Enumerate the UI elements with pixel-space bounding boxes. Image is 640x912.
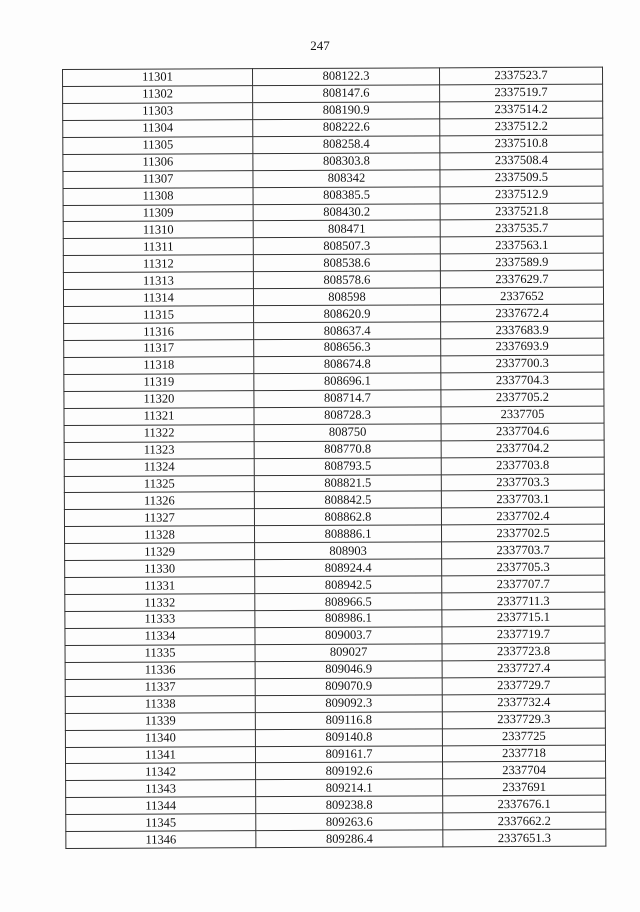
point-number-cell: 11332 — [65, 594, 255, 612]
point-number-cell: 11308 — [63, 187, 253, 205]
x-coordinate-cell: 808578.6 — [253, 271, 440, 289]
y-coordinate-cell: 2337704 — [443, 762, 606, 780]
point-number-cell: 11342 — [66, 763, 256, 781]
point-number-cell: 11338 — [65, 695, 255, 713]
point-number-cell: 11334 — [65, 628, 255, 646]
point-number-cell: 11322 — [64, 424, 254, 442]
point-number-cell: 11323 — [64, 441, 254, 459]
point-number-cell: 11327 — [64, 509, 254, 527]
y-coordinate-cell: 2337719.7 — [442, 626, 605, 644]
point-number-cell: 11339 — [65, 712, 255, 730]
x-coordinate-cell: 809140.8 — [255, 728, 442, 746]
point-number-cell: 11344 — [66, 797, 256, 815]
point-number-cell: 11317 — [64, 340, 254, 358]
x-coordinate-cell: 808793.5 — [254, 457, 441, 475]
x-coordinate-cell: 808862.8 — [254, 508, 441, 526]
point-number-cell: 11301 — [63, 69, 253, 87]
y-coordinate-cell: 2337715.1 — [442, 609, 605, 627]
y-coordinate-cell: 2337652 — [440, 287, 603, 305]
y-coordinate-cell: 2337704.6 — [441, 423, 604, 441]
x-coordinate-cell: 808147.6 — [253, 85, 440, 103]
y-coordinate-cell: 2337702.4 — [441, 508, 604, 526]
x-coordinate-cell: 808222.6 — [253, 119, 440, 137]
y-coordinate-cell: 2337512.2 — [440, 118, 603, 136]
y-coordinate-cell: 2337691 — [443, 779, 606, 797]
x-coordinate-cell: 808598 — [253, 288, 440, 306]
page-number: 247 — [310, 38, 330, 53]
y-coordinate-cell: 2337704.3 — [441, 372, 604, 390]
x-coordinate-cell: 808903 — [255, 542, 442, 560]
y-coordinate-cell: 2337705.3 — [442, 558, 605, 576]
y-coordinate-cell: 2337725 — [442, 728, 605, 746]
point-number-cell: 11303 — [63, 103, 253, 121]
y-coordinate-cell: 2337702.5 — [441, 524, 604, 542]
point-number-cell: 11305 — [63, 136, 253, 154]
y-coordinate-cell: 2337711.3 — [442, 592, 605, 610]
x-coordinate-cell: 808430.2 — [253, 203, 440, 221]
point-number-cell: 11320 — [64, 390, 254, 408]
x-coordinate-cell: 809214.1 — [256, 779, 443, 797]
y-coordinate-cell: 2337589.9 — [440, 253, 603, 271]
point-number-cell: 11337 — [65, 678, 255, 696]
y-coordinate-cell: 2337718 — [442, 745, 605, 763]
x-coordinate-cell: 808696.1 — [254, 373, 441, 391]
x-coordinate-cell: 809263.6 — [256, 813, 443, 831]
y-coordinate-cell: 2337707.7 — [442, 575, 605, 593]
point-number-cell: 11346 — [66, 831, 256, 849]
x-coordinate-cell: 809092.3 — [255, 695, 442, 713]
point-number-cell: 11335 — [65, 645, 255, 663]
x-coordinate-cell: 808924.4 — [255, 559, 442, 577]
x-coordinate-cell: 808637.4 — [254, 322, 441, 340]
x-coordinate-cell: 808750 — [254, 424, 441, 442]
point-number-cell: 11307 — [63, 170, 253, 188]
y-coordinate-cell: 2337521.8 — [440, 203, 603, 221]
y-coordinate-cell: 2337509.5 — [440, 169, 603, 187]
point-number-cell: 11316 — [64, 323, 254, 341]
x-coordinate-cell: 809116.8 — [255, 711, 442, 729]
table-row — [66, 829, 606, 848]
point-number-cell: 11343 — [66, 780, 256, 798]
y-coordinate-cell: 2337510.8 — [440, 135, 603, 153]
y-coordinate-cell: 2337703.1 — [441, 491, 604, 509]
x-coordinate-cell: 808258.4 — [253, 136, 440, 154]
x-coordinate-cell: 808986.1 — [255, 610, 442, 628]
x-coordinate-cell: 809003.7 — [255, 627, 442, 645]
point-number-cell: 11318 — [64, 357, 254, 375]
point-number-cell: 11311 — [63, 238, 253, 256]
x-coordinate-cell: 808620.9 — [254, 305, 441, 323]
point-number-cell: 11325 — [64, 475, 254, 493]
point-number-cell: 11340 — [65, 729, 255, 747]
point-number-cell: 11329 — [65, 543, 255, 561]
point-number-cell: 11312 — [63, 255, 253, 273]
y-coordinate-cell: 2337683.9 — [441, 321, 604, 339]
x-coordinate-cell: 808385.5 — [253, 186, 440, 204]
y-coordinate-cell: 2337535.7 — [440, 220, 603, 238]
y-coordinate-cell: 2337662.2 — [443, 812, 606, 830]
y-coordinate-cell: 2337732.4 — [442, 694, 605, 712]
x-coordinate-cell: 808303.8 — [253, 153, 440, 171]
coordinates-table — [62, 67, 606, 849]
point-number-cell: 11310 — [63, 221, 253, 239]
point-number-cell: 11324 — [64, 458, 254, 476]
x-coordinate-cell: 809238.8 — [256, 796, 443, 814]
y-coordinate-cell: 2337512.9 — [440, 186, 603, 204]
x-coordinate-cell: 808942.5 — [255, 576, 442, 594]
x-coordinate-cell: 808656.3 — [254, 339, 441, 357]
x-coordinate-cell: 808714.7 — [254, 390, 441, 408]
point-number-cell: 11315 — [64, 306, 254, 324]
point-number-cell: 11306 — [63, 153, 253, 171]
y-coordinate-cell: 2337703.7 — [442, 541, 605, 559]
point-number-cell: 11304 — [63, 119, 253, 137]
point-number-cell: 11314 — [63, 289, 253, 307]
x-coordinate-cell: 808966.5 — [255, 593, 442, 611]
y-coordinate-cell: 2337672.4 — [441, 304, 604, 322]
y-coordinate-cell: 2337508.4 — [440, 152, 603, 170]
y-coordinate-cell: 2337703.8 — [441, 457, 604, 475]
y-coordinate-cell: 2337705 — [441, 406, 604, 424]
y-coordinate-cell: 2337693.9 — [441, 338, 604, 356]
y-coordinate-cell: 2337723.8 — [442, 643, 605, 661]
x-coordinate-cell: 808842.5 — [254, 491, 441, 509]
y-coordinate-cell: 2337703.3 — [441, 474, 604, 492]
y-coordinate-cell: 2337523.7 — [439, 67, 602, 85]
x-coordinate-cell: 809046.9 — [255, 661, 442, 679]
point-number-cell: 11330 — [65, 560, 255, 578]
point-number-cell: 11309 — [63, 204, 253, 222]
x-coordinate-cell: 808471 — [253, 220, 440, 238]
point-number-cell: 11336 — [65, 661, 255, 679]
x-coordinate-cell: 808770.8 — [254, 440, 441, 458]
x-coordinate-cell: 808886.1 — [254, 525, 441, 543]
point-number-cell: 11326 — [64, 492, 254, 510]
y-coordinate-cell: 2337729.7 — [442, 677, 605, 695]
point-number-cell: 11321 — [64, 407, 254, 425]
x-coordinate-cell: 809192.6 — [256, 762, 443, 780]
x-coordinate-cell: 808821.5 — [254, 474, 441, 492]
x-coordinate-cell: 808342 — [253, 169, 440, 187]
y-coordinate-cell: 2337629.7 — [440, 270, 603, 288]
x-coordinate-cell: 808190.9 — [253, 102, 440, 120]
point-number-cell: 11328 — [64, 526, 254, 544]
x-coordinate-cell: 808674.8 — [254, 356, 441, 374]
y-coordinate-cell: 2337705.2 — [441, 389, 604, 407]
y-coordinate-cell: 2337676.1 — [443, 795, 606, 813]
table-body — [63, 67, 606, 848]
x-coordinate-cell: 808507.3 — [253, 237, 440, 255]
point-number-cell: 11333 — [65, 611, 255, 629]
point-number-cell: 11331 — [65, 577, 255, 595]
x-coordinate-cell: 809070.9 — [255, 678, 442, 696]
y-coordinate-cell: 2337514.2 — [440, 101, 603, 119]
x-coordinate-cell: 809161.7 — [255, 745, 442, 763]
point-number-cell: 11313 — [63, 272, 253, 290]
y-coordinate-cell: 2337563.1 — [440, 237, 603, 255]
x-coordinate-cell: 808538.6 — [253, 254, 440, 272]
y-coordinate-cell: 2337651.3 — [443, 829, 606, 847]
x-coordinate-cell: 809286.4 — [256, 830, 443, 848]
point-number-cell: 11319 — [64, 374, 254, 392]
x-coordinate-cell: 809027 — [255, 644, 442, 662]
point-number-cell: 11345 — [66, 814, 256, 832]
x-coordinate-cell: 808728.3 — [254, 407, 441, 425]
y-coordinate-cell: 2337729.3 — [442, 711, 605, 729]
point-number-cell: 11341 — [65, 746, 255, 764]
y-coordinate-cell: 2337700.3 — [441, 355, 604, 373]
point-number-cell: 11302 — [63, 86, 253, 104]
y-coordinate-cell: 2337727.4 — [442, 660, 605, 678]
x-coordinate-cell: 808122.3 — [253, 68, 440, 86]
y-coordinate-cell: 2337704.2 — [441, 440, 604, 458]
y-coordinate-cell: 2337519.7 — [440, 84, 603, 102]
